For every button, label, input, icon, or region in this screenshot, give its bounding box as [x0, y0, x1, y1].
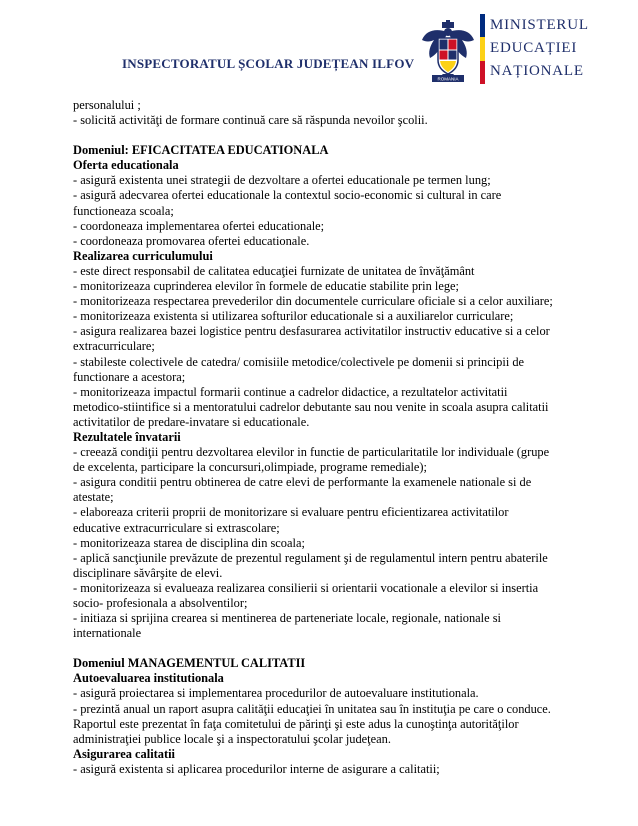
text-line: - asigură existenta si aplicarea procedurilor interne de asigurare a calitatii;: [73, 761, 440, 776]
text-line: - solicită activităţi de formare continuă care să răspunda nevoilor şcolii.: [73, 113, 428, 128]
text-line: activitatilor de predare-invatare si educationale.: [73, 414, 310, 429]
paragraph-gap: [73, 641, 573, 656]
section-heading: Realizarea curriculumului: [73, 248, 213, 263]
text-line: - asigură adecvarea ofertei educationale la contextul socio-economic si cultural in care: [73, 188, 502, 203]
section-heading: Domeniul: EFICACITATEA EDUCATIONALA: [73, 143, 329, 158]
romania-coat-of-arms-icon: [420, 20, 476, 84]
text-line: metodico-stiintifice si a mentoratului cadrelor debutante sau nou venite in scoala asupra calitatii: [73, 399, 549, 414]
inspectorate-title: INSPECTORATUL ȘCOLAR JUDEȚEAN ILFOV: [122, 56, 415, 71]
text-line: Raportul este prezentat în faţa comitetului de părinţi şi este adus la cunoştinţa autorităţilor: [73, 716, 519, 731]
section-heading: Autoevaluarea institutionala: [73, 671, 224, 686]
paragraph-gap: [73, 128, 573, 143]
text-line: - coordoneaza promovarea ofertei educationale.: [73, 233, 310, 248]
text-line: de excelenta, participare la concursuri,olimpiade, programe remediale);: [73, 460, 427, 475]
text-line: - aplică sancţiunile prevăzute de prezentul regulament şi de regulamentul intern pentru abaterile: [73, 550, 548, 565]
document-body: [73, 98, 573, 777]
text-line: educative extracurriculare si extrascolare;: [73, 520, 280, 535]
text-line: - monitorizeaza starea de disciplina din scoala;: [73, 535, 305, 550]
text-line: - coordoneaza implementarea ofertei educationale;: [73, 218, 325, 233]
text-line: functionare a acestora;: [73, 369, 186, 384]
text-line: - creează condiţii pentru dezvoltarea elevilor in functie de particularitatile lor individuale (grupe: [73, 445, 550, 460]
romanian-flag-stripe: [480, 14, 485, 84]
text-line: - monitorizeaza existenta si utilizarea softurilor educationale si a auxiliarelor curriculare;: [73, 309, 514, 324]
text-line: - monitorizeaza respectarea prevederilor din documentele curriculare oficiale si a celor auxiliare;: [73, 294, 553, 309]
section-heading: Rezultatele învatarii: [73, 429, 181, 444]
text-line: - prezintă anual un raport asupra calităţii educaţiei în unitatea sau în instituţia pe care o conduce.: [73, 701, 551, 716]
text-line: - asigură proiectarea si implementarea procedurilor de autoevaluare institutionala.: [73, 686, 479, 701]
text-line: - este direct responsabil de calitatea educaţiei furnizate de unitatea de învăţământ: [73, 263, 475, 278]
text-line: functioneaza scoala;: [73, 203, 174, 218]
text-line: - asigură existenta unei strategii de dezvoltare a ofertei educationale pe termen lung;: [73, 173, 491, 188]
text-line: - stabileste colectivele de catedra/ comisiile metodice/colectivele pe domenii si principii de: [73, 354, 525, 369]
text-line: - initiaza si sprijina crearea si mentinerea de parteneriate locale, regionale, nationale si: [73, 611, 501, 626]
section-heading: Asigurarea calitatii: [73, 746, 175, 761]
section-heading: Oferta educationala: [73, 158, 179, 173]
text-line: atestate;: [73, 490, 114, 505]
ministry-line: MINISTERUL: [490, 17, 589, 33]
text-line: disciplinare săvârşite de elevi.: [73, 565, 223, 580]
text-line: - elaboreaza criterii proprii de monitorizare si evaluare pentru eficientizarea activitatilor: [73, 505, 509, 520]
text-line: - asigura conditii pentru obtinerea de catre elevi de performante la examenele nationale si de: [73, 475, 532, 490]
ministry-line: EDUCAȚIEI: [490, 40, 578, 56]
page-header: [0, 0, 638, 96]
text-line: internationale: [73, 626, 142, 641]
text-line: - monitorizeaza impactul formarii continue a cadrelor didactice, a rezultatelor activitatii: [73, 384, 508, 399]
text-line: socio- profesionala a absolventilor;: [73, 596, 248, 610]
text-line: personalului ;: [73, 98, 141, 112]
section-heading: Domeniul MANAGEMENTUL CALITATII: [73, 656, 306, 671]
text-line: extracurriculare;: [73, 339, 155, 354]
ministry-logo-text: [490, 14, 589, 83]
crest-label: ROMANIA: [437, 76, 459, 82]
text-line: - monitorizeaza cuprinderea elevilor în formele de educatie stabilite prin lege;: [73, 279, 459, 294]
text-line: - asigura realizarea bazei logistice pentru desfasurarea activitatilor instructiv educative si a celor: [73, 324, 550, 339]
text-line: - monitorizeaza si evalueaza realizarea consilierii si orientarii vocationale a elevilor si insertia: [73, 580, 539, 595]
ministry-line: NAȚIONALE: [490, 63, 584, 79]
text-line: administraţiei publice locale şi a inspectoratului şcolar judeţean.: [73, 731, 391, 746]
